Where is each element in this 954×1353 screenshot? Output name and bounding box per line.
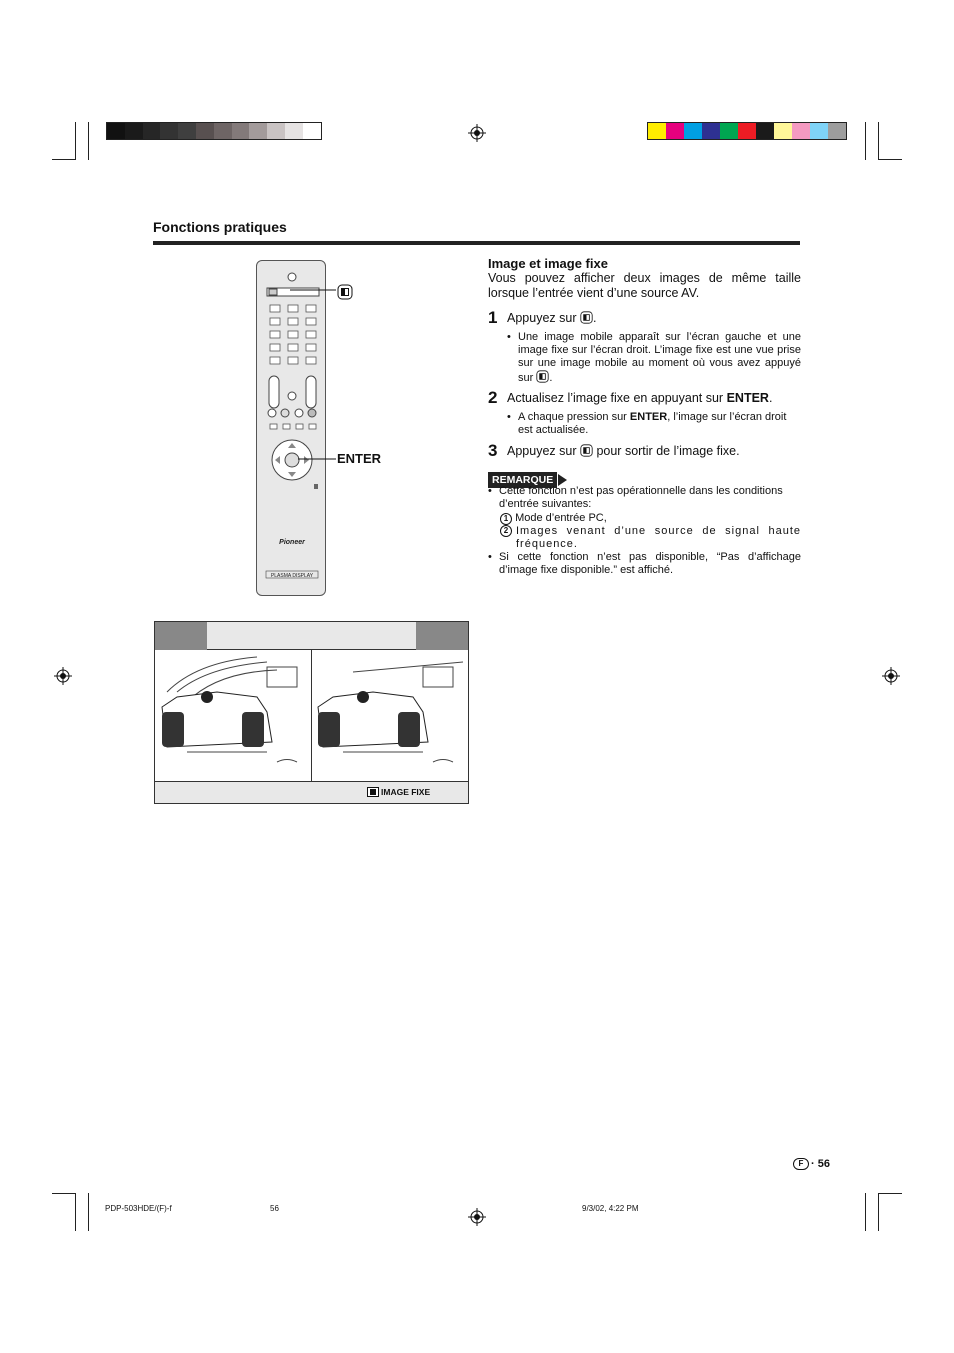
step-2-enter: ENTER <box>726 391 769 405</box>
footer-filename: PDP-503HDE/(F)-f <box>105 1204 172 1213</box>
footer-page: 56 <box>270 1204 279 1213</box>
gray-swatch <box>214 123 232 139</box>
race-car-moving-image <box>157 652 309 782</box>
enter-callout-label: ENTER <box>337 451 382 466</box>
crop-mark <box>865 122 866 160</box>
step-2-text <box>507 391 772 405</box>
step-2-bullet-text: A chaque pression sur <box>518 411 627 423</box>
color-swatch <box>810 123 828 139</box>
gray-swatch <box>125 123 143 139</box>
process-color-bar <box>647 122 847 140</box>
step-1-text <box>507 311 596 325</box>
gray-swatch <box>178 123 196 139</box>
step-2-instruction: Actualisez l’image fixe en appuyant sur <box>507 391 724 405</box>
registration-mark <box>54 667 72 685</box>
screen-bottom-bar <box>155 781 468 803</box>
freeze-button-icon <box>580 311 593 324</box>
gray-swatch <box>107 123 125 139</box>
freeze-status-icon <box>367 787 379 797</box>
step-3-number: 3 <box>488 441 498 460</box>
remarque-item-2: • Si cette fonction n’est pas disponible, “Pas d’affichage d’image fixe disponible.” est affiché. <box>488 551 801 576</box>
registration-mark <box>468 1208 486 1226</box>
gray-swatch <box>160 123 178 139</box>
image-fixe-label: IMAGE FIXE <box>381 787 431 797</box>
step-2-period: . <box>768 391 773 405</box>
color-swatch <box>684 123 702 139</box>
race-car-still-image <box>313 652 465 782</box>
sub-2-text: Images venant d’une source de signal haute fréquence. <box>516 525 801 550</box>
step-2-bullet-text-end: , l’image sur l’écran droit est actualisée. <box>518 411 787 436</box>
color-swatch <box>738 123 756 139</box>
gray-swatch <box>285 123 303 139</box>
step-1-instruction: Appuyez sur <box>507 311 577 325</box>
callout-lines <box>290 286 340 466</box>
remarque-item-1: • Cette fonction n’est pas opérationnelle dans les conditions d’entrée suivantes: <box>488 485 801 511</box>
sub-1-number: 1 <box>500 513 512 525</box>
page-number-text: · 56 <box>811 1158 830 1170</box>
crop-mark <box>75 1193 76 1231</box>
registration-mark <box>882 667 900 685</box>
step-3-instruction-end: pour sortir de l’image fixe. <box>596 444 740 458</box>
step-1-bullet-period: . <box>549 372 553 384</box>
gray-swatch <box>232 123 250 139</box>
color-swatch <box>774 123 792 139</box>
subsection-title: Image et image fixe <box>488 256 608 271</box>
intro-text: Vous pouvez afficher deux images de même taille lorsque l’entrée vient d’une source AV. <box>488 271 801 300</box>
color-swatch <box>702 123 720 139</box>
step-3-instruction: Appuyez sur <box>507 444 577 458</box>
remarque-label-text: REMARQUE <box>488 472 557 488</box>
crop-mark <box>878 122 879 160</box>
image-fixe-status <box>367 787 430 797</box>
step-2-bullet-enter: ENTER <box>629 411 668 423</box>
crop-mark <box>878 159 902 160</box>
remarque-item-1-text: Cette fonction n’est pas opérationnelle dans les conditions d’entrée suivantes: <box>499 485 783 510</box>
screen-left-tab <box>155 622 207 650</box>
gray-swatch <box>196 123 214 139</box>
section-rule <box>153 241 800 245</box>
step-2-bullet: • A chaque pression sur ENTER, l’image sur l’écran droit est actualisée. <box>507 411 787 436</box>
freeze-button-icon <box>337 284 353 300</box>
screen-illustration <box>154 621 469 804</box>
step-1-bullet-text: Une image mobile apparaît sur l’écran gauche et une image fixe sur l’écran droit. L’image fixe est une vue prise sur une image mobile au moment où vous avez appuyé sur <box>518 331 801 384</box>
step-3-text <box>507 444 740 458</box>
step-1-bullet: • Une image mobile apparaît sur l’écran gauche et une image fixe sur l’écran droit. L’image fixe est une vue prise sur une image mobile au moment où vous avez appuyé sur . <box>507 331 801 384</box>
step-1-number: 1 <box>488 308 498 327</box>
sub-1-text: Mode d’entrée PC, <box>515 512 607 524</box>
page-number <box>793 1158 830 1170</box>
color-swatch <box>828 123 846 139</box>
freeze-button-icon <box>536 370 549 383</box>
crop-mark <box>878 1193 902 1194</box>
language-badge: F <box>793 1158 809 1170</box>
color-swatch <box>666 123 684 139</box>
color-swatch <box>720 123 738 139</box>
step-2-number: 2 <box>488 388 498 407</box>
remote-footer-label: PLASMA DISPLAY <box>270 573 314 579</box>
gray-swatch <box>143 123 161 139</box>
color-swatch <box>792 123 810 139</box>
screen-divider <box>311 650 312 783</box>
registration-mark <box>468 124 486 142</box>
crop-mark <box>52 1193 76 1194</box>
step-1-period: . <box>592 311 597 325</box>
crop-mark <box>52 159 76 160</box>
remote-brand: Pioneer <box>279 539 305 546</box>
color-swatch <box>648 123 666 139</box>
gray-swatch <box>303 123 321 139</box>
screen-right-tab <box>416 622 468 650</box>
remarque-item-2-text: Si cette fonction n’est pas disponible, “Pas d’affichage d’image fixe disponible.” est affiché. <box>499 551 801 576</box>
crop-mark <box>88 122 89 160</box>
gray-swatch <box>249 123 267 139</box>
section-title: Fonctions pratiques <box>153 219 287 235</box>
crop-mark <box>878 1193 879 1231</box>
crop-mark <box>88 1193 89 1231</box>
footer-date: 9/3/02, 4:22 PM <box>582 1204 639 1213</box>
crop-mark <box>75 122 76 160</box>
gray-swatch <box>267 123 285 139</box>
sub-2-number: 2 <box>500 525 512 537</box>
remarque-sub-1 <box>500 512 801 525</box>
freeze-button-icon <box>580 444 593 457</box>
color-swatch <box>756 123 774 139</box>
crop-mark <box>865 1193 866 1231</box>
remarque-sub-2 <box>500 525 801 551</box>
grayscale-bar <box>106 122 322 140</box>
